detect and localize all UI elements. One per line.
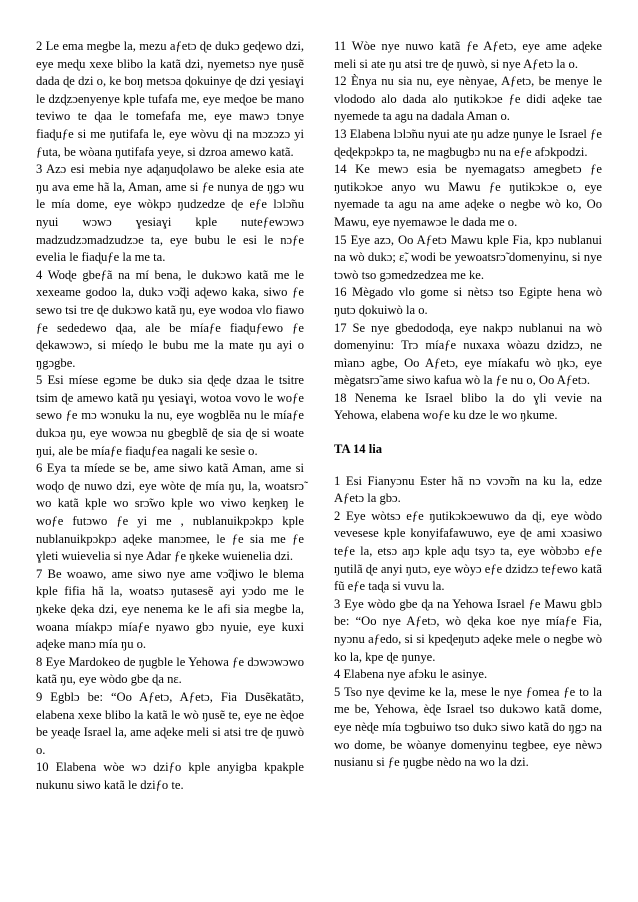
verse-4: 4 Woɖe gbeƒã na mí bena, le dukɔwo katã me le xexeame godoo la, dukɔ vɔ̃ɖi aɖewo kaka, siwo ƒe sewo tsi tre ɖe dukɔwo katã ŋu, eye wodoa vlo fiawo ƒe sededewo ɖaa, ale be míaƒe fiaɖuƒewo ƒe ɖekawɔwɔ, si míeɖo le bubu me la mate ŋu ayi o ŋgɔgbe. — [36, 267, 304, 370]
verse-2: 2 Le ema megbe la, mezu aƒetɔ ɖe dukɔ geɖewo dzi, eye meɖu xexe blibo la katã dzi, nyemetsɔ nye ŋusẽ dada ɖe dzi o, ke boŋ metsɔa ɖokuinye ɖe dzi ɣesiaɣi le dzɖzɔenyenye kple tufafa me, eye meɖoe be mano teviwo te ɖaa le tomefafa me, eye mawɔ tɔnye fiaɖuƒe si me ŋutifafa le, eye wòvu ɖi na mɔzɔzɔ yi ƒuta, be wòana ŋutifafa yeye, si dzroa amewo katã. — [36, 39, 304, 159]
verse-3: 3 Azɔ esi mebia nye aɖaŋuɖolawo be aleke esia ate ŋu ava eme hã la, Aman, ame si ƒe nunya de ŋgɔ wu le mía dome, eye wòkpɔ ŋudzedze ɖe eƒe lɔlɔ̃nu nyui wɔwɔ ɣesiaɣi kple nuteƒewɔwɔ madzudzɔmadzudzɔe ta, eye bubu le esi le nɔƒe evelia le fiaɖuƒe la me ta. — [36, 162, 304, 265]
verse-10: 10 Elabena wòe wɔ dziƒo kple anyigba kpakple nukunu siwo katã le dziƒo te. — [36, 760, 304, 792]
verse-17: 17 Se nye gbedodoɖa, eye nakpɔ nublanui na wò domenyinu: Trɔ míaƒe nuxaxa wòazu dzidzɔ, ne mìanɔ agbe, Oo Aƒetɔ, eye míakafu wò ŋkɔ, eye mègatsrɔ̃ ame siwo kafua wò la ƒe nu o, Oo Aƒetɔ. — [334, 320, 602, 388]
right-column — [334, 38, 602, 888]
left-column — [36, 38, 304, 888]
chapter14-verse-3: 3 Eye wòdo gbe ɖa na Yehowa Israel ƒe Mawu gblɔ be: “Oo nye Aƒetɔ, wò ɖeka koe nye míaƒe Fia, nyɔnu aƒedo, si si kpeɖeŋutɔ aɖeke mele o negbe wò ko la, kpe ɖe ŋunye. — [334, 596, 602, 664]
verse-13: 13 Elabena lɔlɔ̃nu nyui ate ŋu adze ŋunye le Israel ƒe ɖeɖekpɔkpɔ ta, ne magbugbɔ nu na eƒe afɔkpodzi. — [334, 126, 602, 159]
chapter14-verse-5: 5 Tso nye ɖevime ke la, mese le nye ƒomea ƒe to la me be, Yehowa, èɖe Israel tso dukɔwo katã dome, eye nèɖe mía tɔgbuiwo tso dukɔ siwo katã do ŋgɔ na wo dome, be wòanye domenyinu tegbee, eye nèwɔ nusianu si ƒe ŋugbe nèdo na wo la dzi. — [334, 684, 602, 770]
verse-9: 9 Egblɔ be: “Oo Aƒetɔ, Aƒetɔ, Fia Dusẽkatãtɔ, elabena xexe blibo la katã le wò ŋusẽ te, eye ne èɖoe be yeaɖe Israel la, ame aɖeke meli si atsi tre ɖe ŋuwò o. — [36, 689, 304, 757]
verse-16: 16 Mègado vlo gome si nètsɔ tso Egipte hena wò ŋutɔ ɖokuiwò la o. — [334, 285, 602, 317]
chapter-heading: TA 14 lia — [334, 442, 383, 457]
chapter14-verse-2: 2 Eye wòtsɔ eƒe ŋutikɔkɔewuwo da ɖi, eye wòdo vevesese kple konyifafawuwo, eye ɖe ami xɔasiwo teƒe la, etsɔ aŋɔ kple aɖu tsyɔ ta, eye wòbɔbɔ eƒe ŋutilã ɖe anyi ŋutɔ, eye wòyɔ eƒe dzidzɔ teƒewo katã fũ eƒe taɖa si vuvu la. — [334, 508, 602, 594]
verse-6: 6 Eya ta míede se be, ame siwo katã Aman, ame si woɖo ɖe nuwo dzi, eye wòte ɖe mía ŋu, la, woatsrɔ̃ wo katã kple wo srɔ̃wo kple wo viwo keŋkeŋ le woƒe futɔwo ƒe yi me , nublanuikpɔkpɔ kple nublanuikpɔkpɔ aɖeke manɔmee, le ƒe sia me ƒe ɣleti wuievelia si nye Adar ƒe ŋkeke wuienelia dzi. — [36, 461, 304, 564]
chapter14-verse-4: 4 Elabena nye afɔku le asinye. — [334, 667, 488, 682]
verse-11: 11 Wòe nye nuwo katã ƒe Aƒetɔ, eye ame aɖeke meli si ate ŋu atsi tre ɖe ŋuwò, si nye Aƒetɔ la o. — [334, 39, 602, 71]
verse-5: 5 Esi míese egɔme be dukɔ sia ɖeɖe dzaa le tsitre tsim ɖe amewo katã ŋu ɣesiaɣi, wotoa vovo le woƒe sewo ƒe mɔ wɔnuku la nu, eye wogblẽa nu le míaƒe dukɔa ŋu, eye wowɔa nu gbegblẽ ɖe sia ɖe si woate ŋui, ale be míaƒe fiaɖuƒea nagali ke sesìe o. — [36, 373, 304, 458]
verse-12: 12 Ènya nu sia nu, eye nènyae, Aƒetɔ, be menye le vlododo alo dada alo ŋutikɔkɔe ƒe didi aɖeke tae nyemede ta agu na dadala Aman o. — [334, 74, 602, 124]
verse-7: 7 Be woawo, ame siwo nye ame vɔ̃ɖiwo le blema kple fifia hã la, woatsɔ ŋutasesẽ ayi yɔdo me le ŋkeke ɖeka dzi, eye nenema ke le afi sia megbe la, woana míakpɔ míaƒe nyawo gbɔ nyuie, eye kuxi aɖeke manɔ mía ŋu o. — [36, 566, 304, 652]
chapter14-verse-1: 1 Esi Fianyɔnu Ester hã nɔ vɔvɔ̃m na ku la, edze Aƒetɔ la gbɔ. — [334, 473, 602, 506]
verse-14: 14 Ke mewɔ esia be nyemagatsɔ amegbetɔ ƒe ŋutikɔkɔe anyo wu Mawu ƒe ŋutikɔkɔe o, eye nyemade ta agu na ame aɖeke o negbe wò ko, Oo Mawu, eye nyemawɔe le dada me o. — [334, 162, 602, 229]
document-page — [36, 38, 602, 888]
verse-15: 15 Eye azɔ, Oo Aƒetɔ Mawu kple Fia, kpɔ nublanui na wò dukɔ; ɛ̃, wodi be yewoatsrɔ̃ domenyinu, si nye tɔwò tso gɔmedzedzea me ke. — [334, 232, 602, 282]
verse-8: 8 Eye Mardokeo de ŋugble le Yehowa ƒe dɔwɔwɔwo katã ŋu, eye wòdo gbe ɖa nɛ. — [36, 654, 304, 687]
verse-18: 18 Nenema ke Israel blibo la do ɣli vevie na Yehowa, elabena woƒe ku dze le wo ŋkume. — [334, 390, 602, 423]
